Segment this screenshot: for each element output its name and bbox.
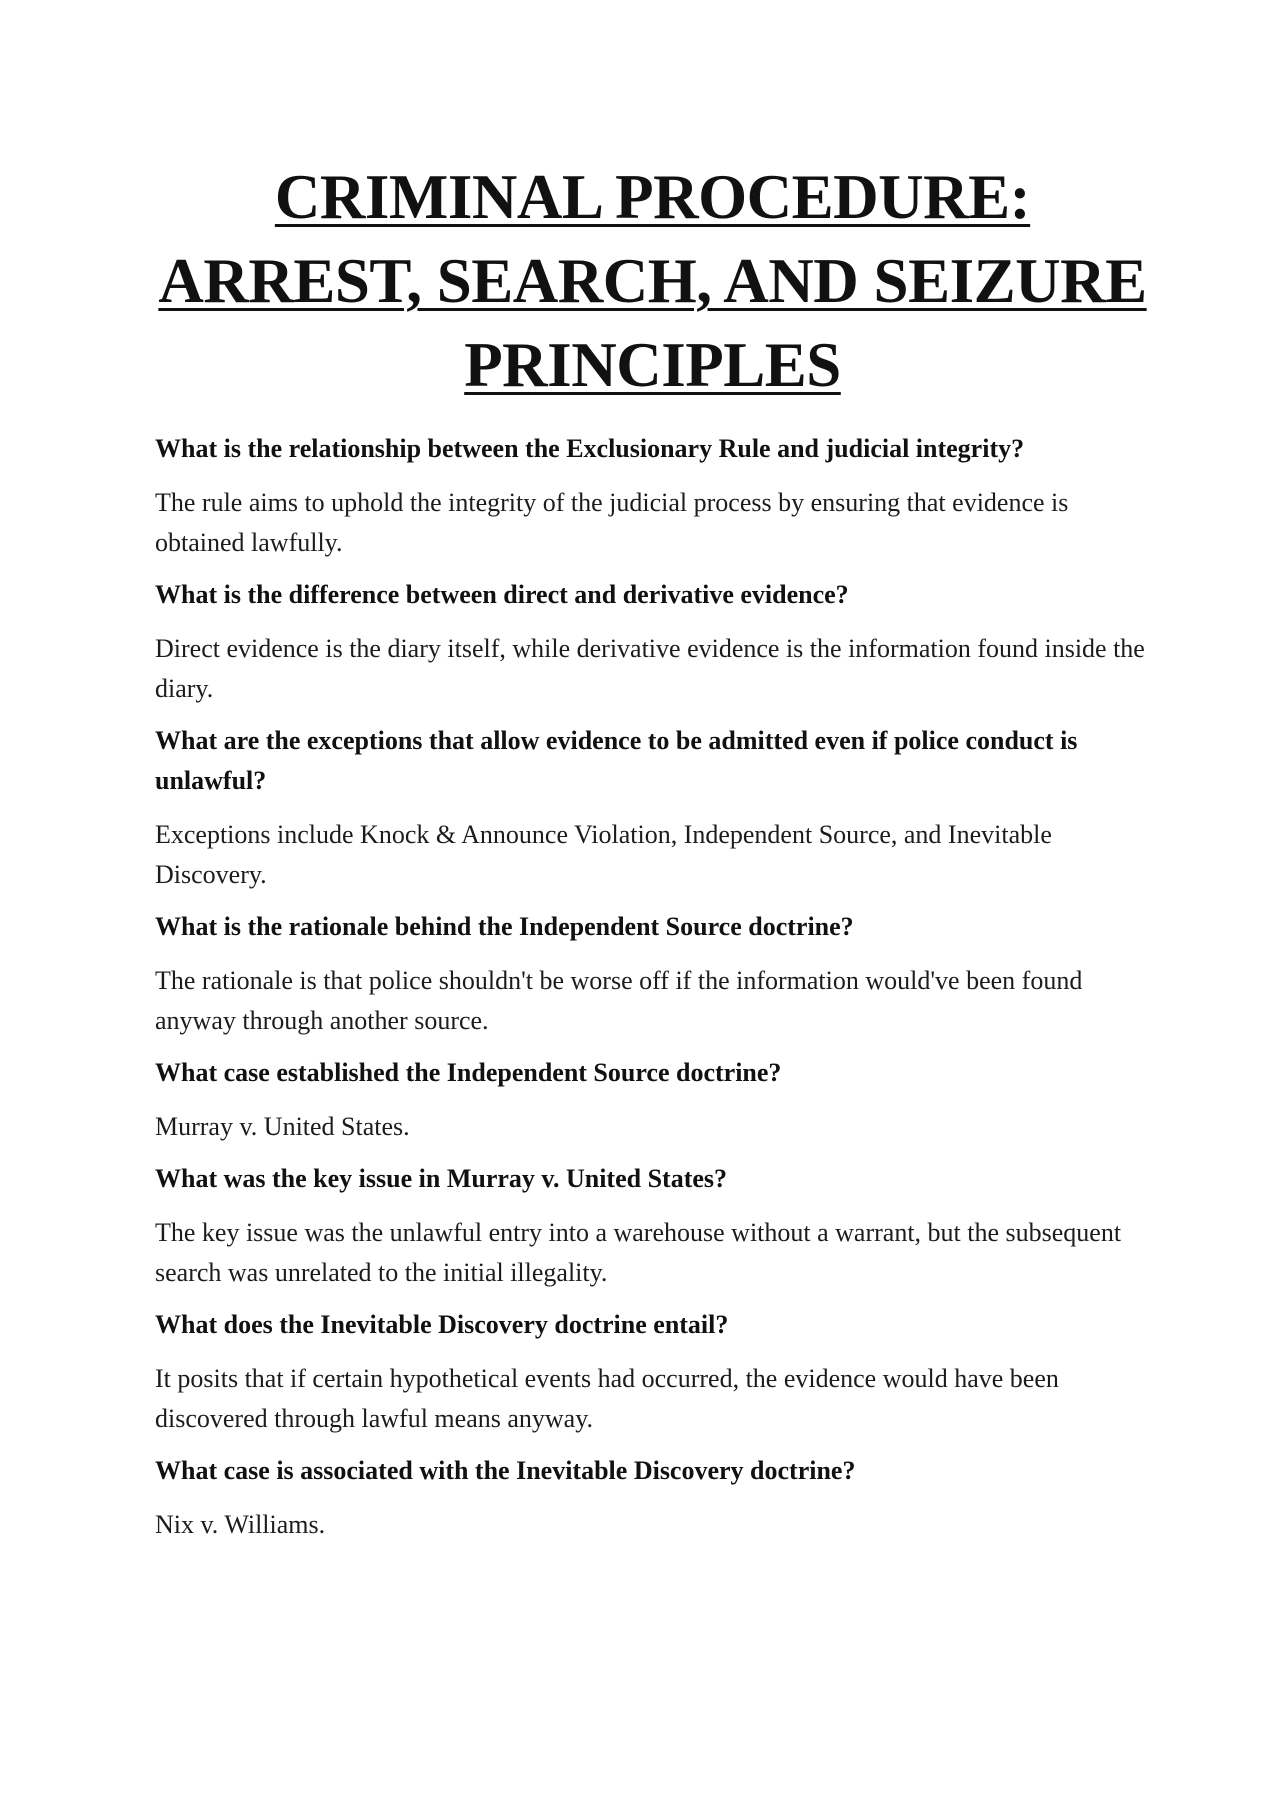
qa-item bbox=[155, 575, 1150, 709]
question-text: What is the rationale behind the Independent Source doctrine? bbox=[155, 912, 854, 941]
question-text: What is the relationship between the Exclusionary Rule and judicial integrity? bbox=[155, 434, 1025, 463]
qa-item bbox=[155, 429, 1150, 563]
answer-text: The rationale is that police shouldn't be worse off if the information would've been found anyway through another source. bbox=[155, 966, 1083, 1035]
qa-item bbox=[155, 1053, 1150, 1147]
question-text: What was the key issue in Murray v. United States? bbox=[155, 1164, 728, 1193]
question-text: What are the exceptions that allow evidence to be admitted even if police conduct is unlawful? bbox=[155, 726, 1078, 795]
page-title bbox=[155, 155, 1150, 407]
question-text: What does the Inevitable Discovery doctrine entail? bbox=[155, 1310, 729, 1339]
qa-item bbox=[155, 721, 1150, 895]
qa-item bbox=[155, 1451, 1150, 1545]
answer-text: Direct evidence is the diary itself, while derivative evidence is the information found inside the diary. bbox=[155, 634, 1145, 703]
answer-text: Murray v. United States. bbox=[155, 1112, 410, 1141]
answer-text: Nix v. Williams. bbox=[155, 1510, 326, 1539]
title-line: PRINCIPLES bbox=[464, 330, 841, 400]
title-line: ARREST, SEARCH, AND SEIZURE bbox=[158, 246, 1147, 316]
answer-text: Exceptions include Knock & Announce Violation, Independent Source, and Inevitable Discovery. bbox=[155, 820, 1052, 889]
answer-text: The rule aims to uphold the integrity of the judicial process by ensuring that evidence is obtained lawfully. bbox=[155, 488, 1069, 557]
answer-text: The key issue was the unlawful entry into a warehouse without a warrant, but the subsequent search was unrelated to the initial illegality. bbox=[155, 1218, 1122, 1287]
qa-item bbox=[155, 1305, 1150, 1439]
question-text: What is the difference between direct and derivative evidence? bbox=[155, 580, 849, 609]
qa-item bbox=[155, 907, 1150, 1041]
qa-item bbox=[155, 1159, 1150, 1293]
title-line: CRIMINAL PROCEDURE: bbox=[274, 162, 1031, 232]
question-text: What case established the Independent Source doctrine? bbox=[155, 1058, 782, 1087]
answer-text: It posits that if certain hypothetical events had occurred, the evidence would have been discovered through lawful means anyway. bbox=[155, 1364, 1059, 1433]
question-text: What case is associated with the Inevitable Discovery doctrine? bbox=[155, 1456, 856, 1485]
